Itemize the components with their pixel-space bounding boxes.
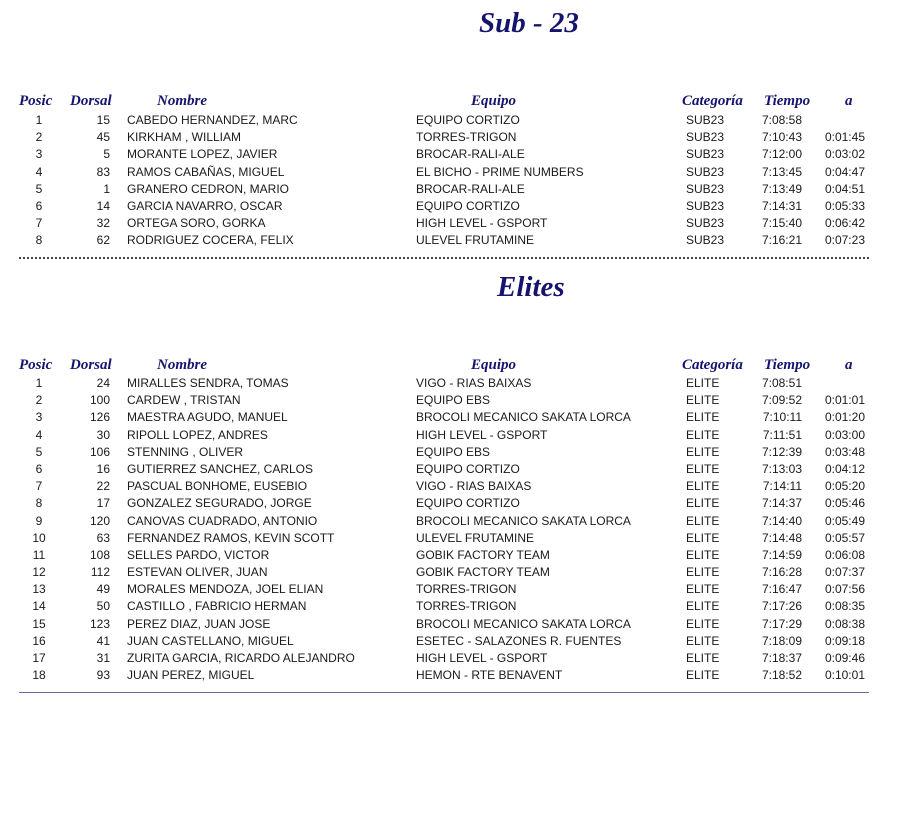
cell-diferencia: 0:05:49 [824, 513, 865, 528]
cell-posic: 4 [35, 164, 43, 179]
cell-equipo: TORRES-TRIGON [416, 130, 517, 145]
cell-equipo: HIGH LEVEL - GSPORT [416, 651, 548, 665]
cell-equipo: BROCOLI MECANICO SAKATA LORCA [416, 410, 631, 425]
header-dorsal: Dorsal [70, 357, 112, 373]
cell-diferencia: 0:03:48 [824, 444, 865, 459]
cell-categoria: SUB23 [686, 130, 725, 145]
cell-categoria: ELITE [686, 496, 720, 511]
cell-posic: 15 [32, 616, 46, 631]
cell-posic: 18 [32, 668, 46, 683]
header-posic: Posic [19, 93, 53, 109]
cell-tiempo: 7:14:48 [761, 530, 802, 545]
cell-nombre: GARCIA NAVARRO, OSCAR [127, 198, 283, 213]
cell-posic: 3 [35, 147, 43, 162]
cell-dorsal: 24 [96, 376, 110, 390]
cell-dorsal: 126 [89, 410, 110, 425]
table-row [0, 478, 900, 495]
cell-posic: 2 [35, 130, 43, 145]
cell-tiempo: 7:14:31 [761, 198, 802, 213]
cell-dorsal: 93 [96, 668, 110, 683]
table-row [0, 616, 900, 633]
cell-posic: 1 [35, 376, 43, 390]
table-row [0, 461, 900, 478]
cell-equipo: ULEVEL FRUTAMINE [416, 530, 535, 545]
cell-categoria: ELITE [686, 547, 720, 562]
cell-posic: 11 [32, 547, 46, 562]
cell-categoria: ELITE [686, 616, 720, 631]
cell-dorsal: 120 [89, 513, 110, 528]
cell-tiempo: 7:08:51 [761, 376, 802, 390]
table-row [0, 547, 900, 564]
cell-diferencia: 0:09:18 [824, 633, 865, 648]
cell-posic: 5 [35, 181, 43, 196]
cell-diferencia: 0:05:33 [824, 198, 865, 213]
cell-dorsal: 32 [96, 216, 110, 231]
cell-tiempo: 7:13:45 [761, 164, 802, 179]
cell-diferencia: 0:09:46 [824, 651, 865, 665]
cell-nombre: CANOVAS CUADRADO, ANTONIO [127, 513, 318, 528]
cell-equipo: BROCOLI MECANICO SAKATA LORCA [416, 513, 631, 528]
cell-dorsal: 100 [89, 393, 110, 408]
cell-posic: 3 [35, 410, 43, 425]
cell-dorsal: 14 [96, 198, 110, 213]
table-row [0, 633, 900, 650]
cell-nombre: ESTEVAN OLIVER, JUAN [127, 565, 268, 580]
table-row [0, 667, 900, 684]
cell-tiempo: 7:14:40 [761, 513, 802, 528]
cell-categoria: ELITE [686, 565, 720, 580]
header-nombre: Nombre [157, 93, 207, 109]
cell-nombre: MORALES MENDOZA, JOEL ELIAN [127, 582, 324, 597]
header-categoria: Categoría [682, 93, 743, 109]
cell-categoria: ELITE [686, 461, 720, 476]
cell-equipo: EQUIPO EBS [416, 393, 491, 408]
cell-equipo: GOBIK FACTORY TEAM [416, 547, 550, 562]
table-row [0, 198, 900, 215]
cell-nombre: MIRALLES SENDRA, TOMAS [127, 376, 289, 390]
cell-diferencia: 0:08:38 [824, 616, 865, 631]
cell-dorsal: 108 [89, 547, 110, 562]
cell-tiempo: 7:16:21 [761, 233, 802, 248]
header-a: a [845, 357, 853, 373]
cell-nombre: GUTIERREZ SANCHEZ, CARLOS [127, 461, 314, 476]
cell-equipo: HIGH LEVEL - GSPORT [416, 216, 548, 231]
cell-posic: 2 [35, 393, 43, 408]
cell-nombre: JUAN PEREZ, MIGUEL [127, 668, 255, 683]
cell-equipo: ULEVEL FRUTAMINE [416, 233, 535, 248]
cell-posic: 6 [35, 198, 43, 213]
cell-equipo: BROCAR-RALI-ALE [416, 181, 525, 196]
cell-tiempo: 7:17:29 [761, 616, 802, 631]
cell-equipo: EQUIPO CORTIZO [416, 461, 520, 476]
header-equipo: Equipo [471, 93, 517, 109]
cell-tiempo: 7:13:49 [761, 181, 802, 196]
cell-categoria: ELITE [686, 376, 720, 390]
header-row-sub23 [0, 92, 900, 110]
cell-nombre: FERNANDEZ RAMOS, KEVIN SCOTT [127, 530, 335, 545]
cell-nombre: STENNING , OLIVER [127, 444, 244, 459]
table-row [0, 215, 900, 232]
results-table-sub23 [0, 112, 900, 250]
cell-equipo: EQUIPO CORTIZO [416, 198, 520, 213]
cell-posic: 6 [35, 461, 43, 476]
cell-categoria: SUB23 [686, 113, 725, 127]
table-row [0, 530, 900, 547]
cell-categoria: ELITE [686, 410, 720, 425]
cell-categoria: SUB23 [686, 216, 725, 231]
cell-dorsal: 62 [96, 233, 110, 248]
cell-categoria: ELITE [686, 633, 720, 648]
cell-categoria: ELITE [686, 651, 720, 665]
cell-tiempo: 7:08:58 [761, 113, 802, 127]
cell-dorsal: 63 [96, 530, 110, 545]
cell-nombre: GRANERO CEDRON, MARIO [127, 181, 290, 196]
cell-tiempo: 7:12:00 [761, 147, 802, 162]
cell-categoria: ELITE [686, 513, 720, 528]
header-dorsal: Dorsal [70, 93, 112, 109]
cell-dorsal: 41 [96, 633, 110, 648]
cell-nombre: GONZALEZ SEGURADO, JORGE [127, 496, 312, 511]
cell-equipo: HEMON - RTE BENAVENT [416, 668, 563, 683]
cell-nombre: SELLES PARDO, VICTOR [127, 547, 270, 562]
results-table-elites [0, 375, 900, 684]
cell-tiempo: 7:14:37 [761, 496, 802, 511]
cell-categoria: ELITE [686, 599, 720, 614]
cell-nombre: RODRIGUEZ COCERA, FELIX [127, 233, 294, 248]
cell-posic: 8 [35, 496, 43, 511]
cell-posic: 5 [35, 444, 43, 459]
cell-tiempo: 7:10:43 [761, 130, 802, 145]
cell-categoria: ELITE [686, 444, 720, 459]
cell-posic: 8 [35, 233, 43, 248]
cell-dorsal: 45 [96, 130, 110, 145]
cell-equipo: EQUIPO CORTIZO [416, 496, 520, 511]
table-bottom-rule [19, 692, 869, 693]
header-row-elites [0, 356, 900, 374]
cell-dorsal: 50 [96, 599, 110, 614]
cell-tiempo: 7:15:40 [761, 216, 802, 231]
cell-nombre: ORTEGA SORO, GORKA [127, 216, 266, 231]
cell-equipo: TORRES-TRIGON [416, 582, 517, 597]
table-row [0, 564, 900, 581]
cell-equipo: HIGH LEVEL - GSPORT [416, 427, 548, 442]
cell-diferencia: 0:05:57 [824, 530, 865, 545]
cell-diferencia: 0:07:23 [824, 233, 865, 248]
cell-equipo: EL BICHO - PRIME NUMBERS [416, 164, 584, 179]
table-row [0, 598, 900, 615]
cell-dorsal: 30 [96, 427, 110, 442]
cell-categoria: ELITE [686, 582, 720, 597]
cell-diferencia: 0:08:35 [824, 599, 865, 614]
cell-diferencia: 0:04:12 [824, 461, 865, 476]
cell-equipo: VIGO - RIAS BAIXAS [416, 479, 532, 494]
cell-tiempo: 7:17:26 [761, 599, 802, 614]
cell-nombre: CABEDO HERNANDEZ, MARC [127, 113, 298, 127]
cell-tiempo: 7:14:11 [762, 479, 802, 494]
section-title-sub23: Sub - 23 [479, 7, 579, 39]
header-tiempo: Tiempo [764, 93, 811, 109]
table-row [0, 581, 900, 598]
cell-diferencia: 0:10:01 [824, 668, 865, 683]
table-row [0, 146, 900, 163]
cell-diferencia: 0:03:02 [824, 147, 865, 162]
cell-diferencia: 0:01:01 [824, 393, 865, 408]
cell-diferencia: 0:01:20 [824, 410, 865, 425]
cell-diferencia: 0:06:42 [824, 216, 865, 231]
cell-tiempo: 7:18:52 [761, 668, 802, 683]
cell-equipo: EQUIPO CORTIZO [416, 113, 520, 127]
table-row [0, 112, 900, 129]
cell-dorsal: 16 [96, 461, 110, 476]
cell-diferencia: 0:05:20 [824, 479, 865, 494]
table-row [0, 495, 900, 512]
cell-diferencia: 0:04:47 [824, 164, 865, 179]
cell-posic: 9 [35, 513, 43, 528]
header-equipo: Equipo [471, 357, 517, 373]
cell-categoria: SUB23 [686, 233, 725, 248]
cell-dorsal: 112 [90, 565, 110, 580]
cell-dorsal: 17 [96, 496, 110, 511]
cell-posic: 7 [35, 216, 43, 231]
cell-categoria: ELITE [686, 427, 720, 442]
cell-posic: 17 [32, 651, 46, 665]
table-row [0, 164, 900, 181]
table-row [0, 444, 900, 461]
cell-posic: 13 [32, 582, 46, 597]
cell-tiempo: 7:18:37 [761, 651, 802, 665]
cell-categoria: SUB23 [686, 181, 725, 196]
header-categoria: Categoría [682, 357, 743, 373]
cell-equipo: EQUIPO EBS [416, 444, 491, 459]
cell-dorsal: 1 [103, 181, 110, 196]
header-a: a [845, 93, 853, 109]
cell-nombre: RAMOS CABAÑAS, MIGUEL [127, 164, 285, 179]
cell-dorsal: 106 [89, 444, 110, 459]
cell-tiempo: 7:11:51 [762, 427, 802, 442]
cell-categoria: ELITE [686, 530, 720, 545]
cell-tiempo: 7:09:52 [761, 393, 802, 408]
cell-equipo: BROCAR-RALI-ALE [416, 147, 525, 162]
cell-diferencia: 0:04:51 [824, 181, 865, 196]
cell-diferencia: 0:07:56 [824, 582, 865, 597]
cell-posic: 4 [35, 427, 43, 442]
cell-nombre: CARDEW , TRISTAN [127, 393, 241, 408]
cell-tiempo: 7:16:47 [761, 582, 802, 597]
cell-dorsal: 5 [103, 147, 110, 162]
table-row [0, 181, 900, 198]
table-row [0, 392, 900, 409]
cell-categoria: SUB23 [686, 147, 725, 162]
table-row [0, 375, 900, 392]
cell-dorsal: 123 [89, 616, 110, 631]
cell-categoria: SUB23 [686, 164, 725, 179]
table-row [0, 513, 900, 530]
cell-dorsal: 31 [96, 651, 110, 665]
cell-tiempo: 7:16:28 [761, 565, 802, 580]
cell-dorsal: 49 [96, 582, 110, 597]
cell-tiempo: 7:14:59 [761, 547, 802, 562]
cell-equipo: BROCOLI MECANICO SAKATA LORCA [416, 616, 631, 631]
cell-nombre: PEREZ DIAZ, JUAN JOSE [127, 616, 271, 631]
cell-diferencia: 0:01:45 [824, 130, 865, 145]
cell-tiempo: 7:10:11 [762, 410, 802, 425]
cell-dorsal: 83 [96, 164, 110, 179]
cell-categoria: ELITE [686, 393, 720, 408]
cell-posic: 10 [32, 530, 46, 545]
cell-tiempo: 7:18:09 [761, 633, 802, 648]
cell-diferencia: 0:07:37 [824, 565, 865, 580]
cell-equipo: GOBIK FACTORY TEAM [416, 565, 550, 580]
cell-equipo: ESETEC - SALAZONES R. FUENTES [416, 633, 622, 648]
cell-tiempo: 7:12:39 [761, 444, 802, 459]
cell-nombre: ZURITA GARCIA, RICARDO ALEJANDRO [127, 651, 355, 665]
header-nombre: Nombre [157, 357, 207, 373]
header-tiempo: Tiempo [764, 357, 811, 373]
cell-categoria: SUB23 [686, 198, 725, 213]
cell-nombre: MAESTRA AGUDO, MANUEL [127, 410, 288, 425]
cell-posic: 1 [35, 113, 43, 127]
cell-nombre: PASCUAL BONHOME, EUSEBIO [127, 479, 308, 494]
cell-diferencia: 0:06:08 [824, 547, 865, 562]
cell-nombre: MORANTE LOPEZ, JAVIER [127, 147, 278, 162]
cell-tiempo: 7:13:03 [761, 461, 802, 476]
table-row [0, 650, 900, 667]
cell-posic: 7 [35, 479, 43, 494]
cell-equipo: TORRES-TRIGON [416, 599, 517, 614]
cell-posic: 14 [32, 599, 46, 614]
cell-categoria: ELITE [686, 479, 720, 494]
section-title-elites: Elites [497, 271, 565, 303]
table-row [0, 409, 900, 426]
cell-nombre: CASTILLO , FABRICIO HERMAN [127, 599, 307, 614]
cell-nombre: KIRKHAM , WILLIAM [127, 130, 242, 145]
cell-nombre: RIPOLL LOPEZ, ANDRES [127, 427, 268, 442]
cell-diferencia: 0:05:46 [824, 496, 865, 511]
section-divider [19, 257, 869, 259]
header-posic: Posic [19, 357, 53, 373]
cell-dorsal: 15 [96, 113, 110, 127]
cell-categoria: ELITE [686, 668, 720, 683]
table-row [0, 232, 900, 249]
cell-posic: 12 [32, 565, 46, 580]
table-row [0, 427, 900, 444]
cell-dorsal: 22 [96, 479, 110, 494]
cell-nombre: JUAN CASTELLANO, MIGUEL [127, 633, 294, 648]
cell-diferencia: 0:03:00 [824, 427, 865, 442]
cell-equipo: VIGO - RIAS BAIXAS [416, 376, 532, 390]
table-row [0, 129, 900, 146]
cell-posic: 16 [32, 633, 46, 648]
